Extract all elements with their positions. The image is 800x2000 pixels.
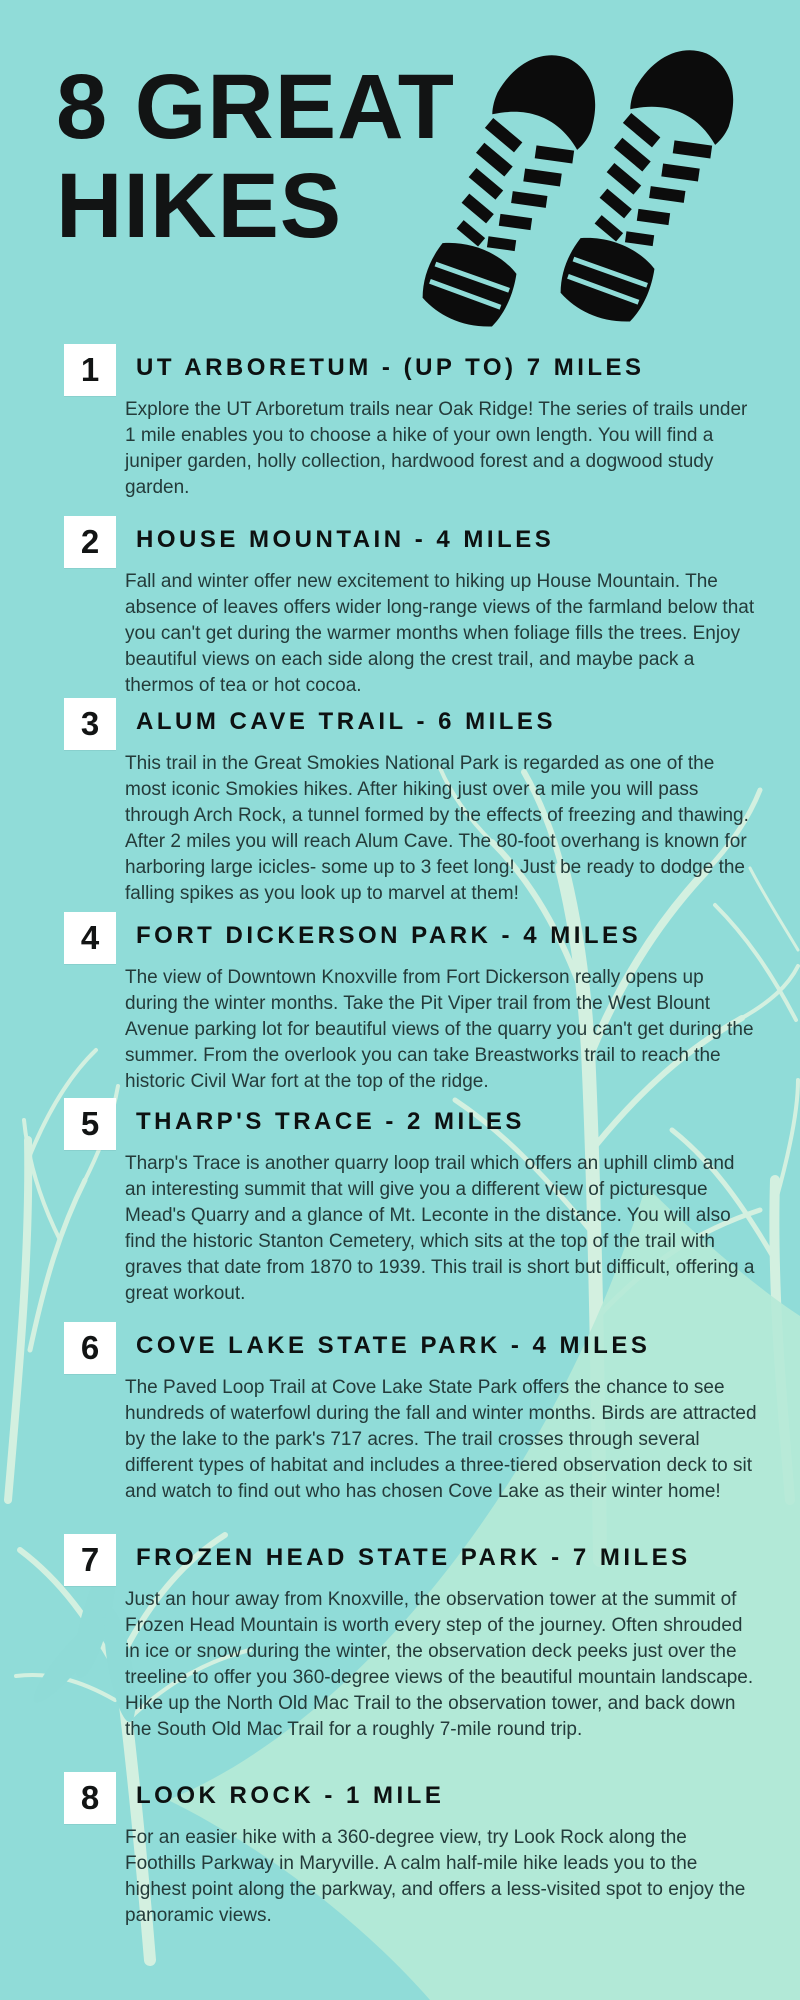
hike-number-badge: 4 [64,912,116,964]
hike-title: FROZEN HEAD STATE PARK - 7 MILES [136,1544,691,1571]
hike-title: ALUM CAVE TRAIL - 6 MILES [136,708,556,735]
hike-title: UT ARBORETUM - (UP TO) 7 MILES [136,354,645,381]
hike-number-badge: 8 [64,1772,116,1824]
hike-title: FORT DICKERSON PARK - 4 MILES [136,922,642,949]
hike-description: This trail in the Great Smokies National Park is regarded as one of the most iconic Smokies hikes. After hiking just over a mile you will pass through Arch Rock, a tunnel formed by the effects of freezing and thawing. After 2 miles you will reach Alum Cave. The 80-foot overhang is known for harboring large icicles- some up to 3 feet long! Just be ready to dodge the falling spikes as you look up to marvel at them! [125,753,749,904]
poster-title-line2: HIKES [56,155,343,257]
hike-title: LOOK ROCK - 1 MILE [136,1782,445,1809]
hike-description: Just an hour away from Knoxville, the observation tower at the summit of Frozen Head Mountain is worth every step of the journey. Often shrouded in ice or snow during the winter, the observation deck peeks just over the treeline to offer you 360-degree views of the beautiful mountain landscape. Hike up the North Old Mac Trail to the observation tower, and back down the South Old Mac Trail for a roughly 7-mile round trip. [125,1589,754,1740]
hike-number-badge: 7 [64,1534,116,1586]
hike-number-badge: 2 [64,516,116,568]
hike-description: The view of Downtown Knoxville from Fort Dickerson really opens up during the winter months. Take the Pit Viper trail from the West Blount Avenue parking lot for beautiful views of the quarry you can't get during the summer. From the overlook you can take Breastworks trail to reach the historic Civil War fort at the top of the ridge. [125,967,754,1092]
hike-description: Fall and winter offer new excitement to hiking up House Mountain. The absence of leaves offers wider long-range views of the farmland below that you can't get during the warmer months when foliage fills the trees. Enjoy beautiful views on each side along the crest trail, and maybe pack a thermos of tea or hot cocoa. [125,571,755,696]
hike-title: HOUSE MOUNTAIN - 4 MILES [136,526,555,553]
hike-description: For an easier hike with a 360-degree view, try Look Rock along the Foothills Parkway in Maryville. A calm half-mile hike leads you to the highest point along the parkway, and offers a less-visited spot to enjoy the panoramic views. [125,1827,746,1926]
hike-title: COVE LAKE STATE PARK - 4 MILES [136,1332,651,1359]
hike-description: Tharp's Trace is another quarry loop trail which offers an uphill climb and an interesting summit that will give you a different view of picturesque Mead's Quarry and a glance of Mt. Leconte in the distance. You will also find the historic Stanton Cemetery, which sits at the top of the trail with graves that date from 1870 to 1939. This trail is short but difficult, offering a great workout. [125,1153,755,1304]
hike-description: The Paved Loop Trail at Cove Lake State Park offers the chance to see hundreds of waterfowl during the fall and winter months. Birds are attracted by the lake to the park's 717 acres. The trail crosses through several different types of habitat and includes a three-tiered observation deck to sit and watch to find out who has chosen Cove Lake as their winter home! [125,1377,757,1502]
hike-description: Explore the UT Arboretum trails near Oak Ridge! The series of trails under 1 mile enables you to choose a hike of your own length. You will find a juniper garden, holly collection, hardwood forest and a dogwood study garden. [125,399,748,498]
poster-title [56,58,455,256]
hike-number-badge: 5 [64,1098,116,1150]
hike-title: THARP'S TRACE - 2 MILES [136,1108,525,1135]
hike-number-badge: 3 [64,698,116,750]
poster-title-line1: 8 GREAT [56,56,455,158]
hike-number-badge: 6 [64,1322,116,1374]
hike-number-badge: 1 [64,344,116,396]
